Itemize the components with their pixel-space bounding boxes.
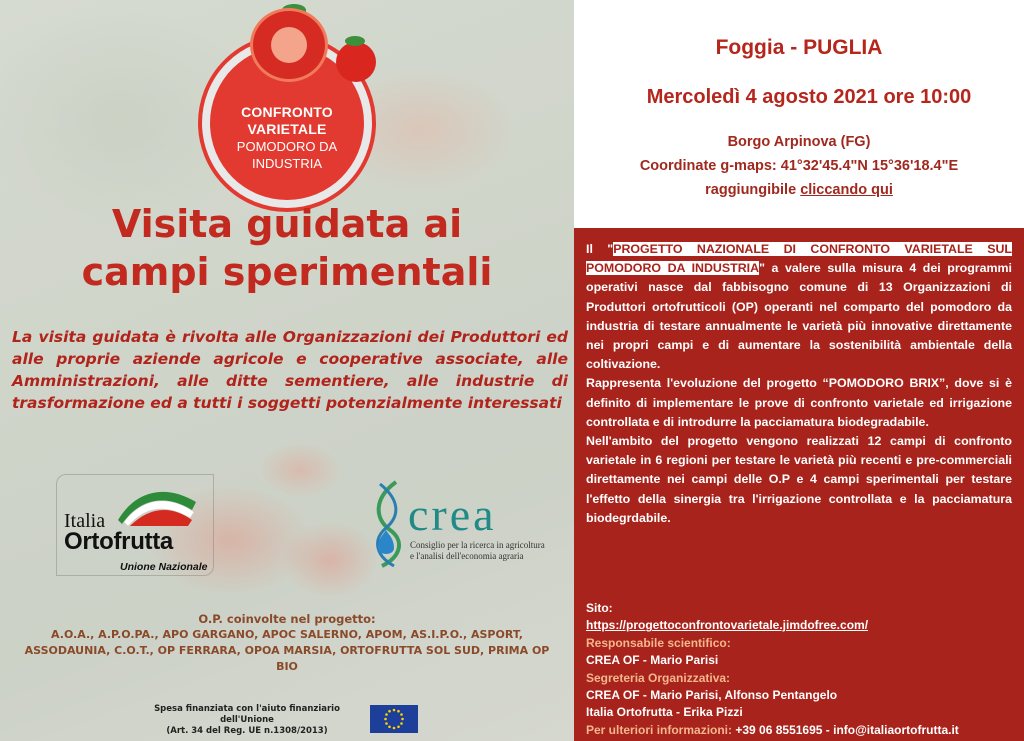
- op-list: [20, 627, 554, 675]
- badge-line1: CONFRONTO VARIETALE: [241, 104, 333, 137]
- crea-logo: [368, 478, 546, 574]
- seg-value-1: CREA OF - Mario Parisi, Alfonso Pentangelo: [586, 688, 838, 703]
- intro-text: La visita guidata è rivolta alle Organizzazioni dei Produttori ed alle proprie aziende agricole e cooperative associate, alle Amministrazioni, alle ditte sementiere, alle industrie di trasformazione ed a tutti i soggetti potenzialmente interessati: [12, 328, 568, 412]
- page-title: [20, 200, 554, 296]
- project-description: [586, 240, 1012, 528]
- crea-sub-line1: Consiglio per la ricerca in agricoltura: [410, 540, 545, 550]
- resp-label: Responsabile scientifico:: [586, 635, 731, 650]
- project-name-highlight: PROGETTO NAZIONALE DI CONFRONTO VARIETALE SUL POMODORO DA INDUSTRIA: [586, 242, 1013, 276]
- more-info-value: +39 06 8551695 - info@italiaortofrutta.it: [735, 722, 959, 737]
- event-coordinates: Coordinate g-maps: 41°32'45.4"N 15°36'18.4"E: [639, 158, 959, 174]
- italian-flag-wave-icon: [116, 480, 200, 526]
- event-details-panel: [574, 0, 1024, 228]
- crea-word: crea: [408, 489, 497, 540]
- desc-rest: " a valere sulla misura 4 dei programmi operativi nasce dal fabbisogno comune di 13 Organizzazioni di Produttori ortofrutticoli (OP) operanti nel comparto del pomodoro da industria di testare annualmente le varietà più innovative direttamente nei propri campi e di aumentare la sostenibilità ambientale della coltivazione.: [586, 261, 1012, 372]
- dna-helix-icon: [368, 478, 410, 570]
- op-list-title: O.P. coinvolte nel progetto:: [198, 612, 376, 626]
- site-label: Sito:: [586, 601, 613, 615]
- desc-prefix: Il ": [586, 242, 614, 256]
- crea-subtitle: [410, 540, 550, 562]
- title-line1: Visita guidata ai: [111, 202, 463, 246]
- funding-line1: Spesa finanziata con l'aiuto finanziario dell'Unione: [154, 704, 340, 725]
- contact-info: [586, 600, 1016, 739]
- eu-flag-icon: [370, 705, 418, 733]
- resp-value: CREA OF - Mario Parisi: [586, 653, 719, 668]
- title-line2: campi sperimentali: [81, 250, 493, 294]
- description-paragraph-1: [586, 240, 1012, 374]
- more-info: [586, 722, 1016, 739]
- tomato-icon: [336, 42, 376, 82]
- event-city: Foggia - PUGLIA: [715, 36, 883, 59]
- logo-word-unione: Unione Nazionale: [120, 561, 208, 573]
- more-info-label: Per ulteriori informazioni:: [586, 722, 736, 737]
- logo-word-italia: Italia: [64, 510, 106, 532]
- logo-word-ortofrutta: Ortofrutta: [64, 528, 173, 555]
- eu-stars-icon: [370, 705, 418, 733]
- site-link[interactable]: https://progettoconfrontovarietale.jimdofree.com/: [586, 618, 869, 633]
- op-list-line1: A.O.A., A.P.O.PA., APO GARGANO, APOC SALERNO, APOM, AS.I.P.O., ASPORT,: [51, 628, 523, 641]
- event-date: Mercoledì 4 agosto 2021 ore 10:00: [646, 86, 972, 108]
- funding-note: [130, 704, 364, 737]
- event-reach-text: raggiungibile: [705, 182, 801, 198]
- event-reach: [574, 178, 1024, 202]
- description-paragraph-2: Rappresenta l'evoluzione del progetto “POMODORO BRIX”, dove si è definito di implementare le prove di confronto varietale ed irrigazione controllata e di introdurre la pacciamatura biodegradabile.: [586, 376, 1012, 429]
- funding-line2: (Art. 34 del Reg. UE n.1308/2013): [166, 726, 328, 736]
- seg-label: Segreteria Organizzativa:: [586, 670, 731, 685]
- event-place: Borgo Arpinova (FG): [727, 134, 871, 150]
- project-badge-logo: [198, 34, 376, 212]
- tomato-stem-icon: [345, 36, 365, 46]
- map-link[interactable]: cliccando qui: [800, 182, 893, 198]
- crea-sub-line2: e l'analisi dell'economia agraria: [410, 551, 524, 561]
- badge-line2: POMODORO DA: [236, 139, 338, 154]
- description-paragraph-3: Nell'ambito del progetto vengono realizzati 12 campi di confronto varietale in 6 regioni per testare le varietà più recenti e pre-commerciali direttamente nei campi delle O.P e 4 campi sperimentali per testare l'effetto della sinergia tra l'irrigazione controllata e la pacciamatura biodegrdabile.: [586, 434, 1012, 525]
- badge-line3: INDUSTRIA: [251, 156, 323, 171]
- op-list-line2: ASSODAUNIA, C.O.T., OP FERRARA, OPOA MARSIA, ORTOFRUTTA SOL SUD, PRIMA OP BIO: [24, 644, 550, 673]
- italia-ortofrutta-logo: [56, 474, 214, 576]
- event-location: [574, 130, 1024, 202]
- badge-text: [210, 104, 364, 172]
- seg-value-2: Italia Ortofrutta - Erika Pizzi: [586, 705, 743, 720]
- tomato-half-icon: [250, 8, 328, 82]
- project-description-panel: [574, 228, 1024, 741]
